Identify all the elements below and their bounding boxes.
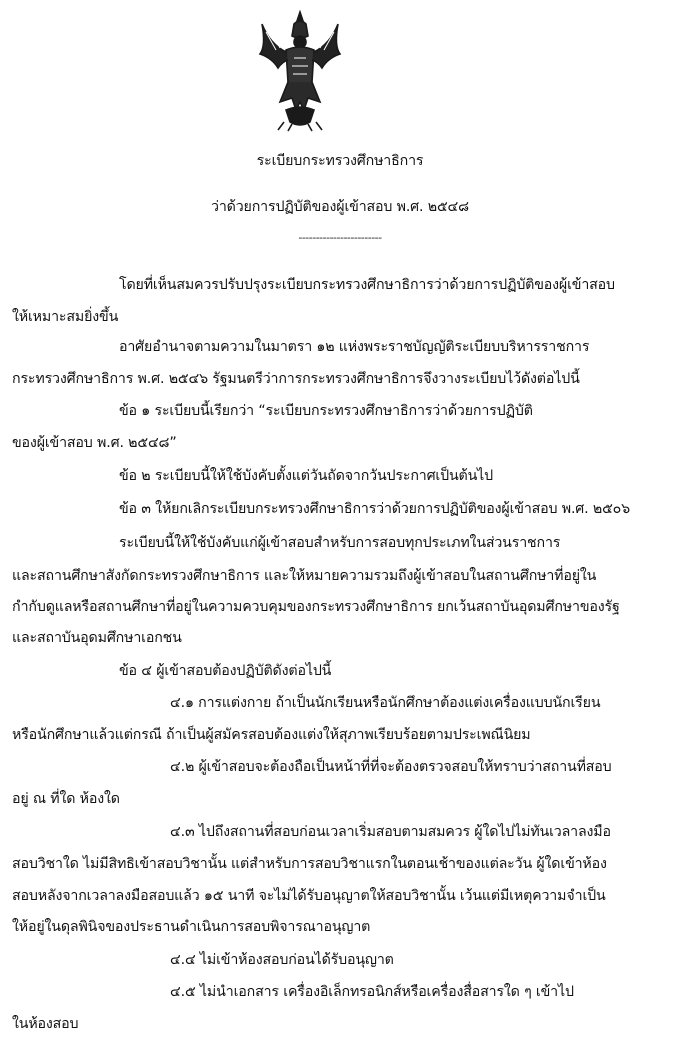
item-4-2-line: ๔.๒ ผู้เข้าสอบจะต้องถือเป็นหน้าที่ที่จะต้องตรวจสอบให้ทราบว่าสถานที่สอบ [170,759,612,775]
paragraph-line: ให้เหมาะสมยิ่งขึ้น [12,309,119,325]
item-4-4-line: ๔.๔ ไม่เข้าห้องสอบก่อนได้รับอนุญาต [170,952,394,968]
paragraph-line: กำกับดูแลหรือสถานศึกษาที่อยู่ในความควบคุมของกระทรวงศึกษาธิการ ยกเว้นสถาบันอุดมศึกษาของรัฐ [12,599,620,615]
paragraph-line: และสถานศึกษาสังกัดกระทรวงศึกษาธิการ และให้หมายความรวมถึงผู้เข้าสอบในสถานศึกษาที่อยู่ใน [12,568,597,584]
paragraph-line: ระเบียบนี้ให้ใช้บังคับแก่ผู้เข้าสอบสำหรับการสอบทุกประเภทในส่วนราชการ [119,535,561,551]
clause-1-line: ข้อ ๑ ระเบียบนี้เรียกว่า “ระเบียบกระทรวงศึกษาธิการว่าด้วยการปฏิบัติ [119,403,533,419]
item-4-5-line: ในห้องสอบ [12,1016,79,1032]
clause-4-line: ข้อ ๔ ผู้เข้าสอบต้องปฏิบัติดังต่อไปนี้ [119,663,332,679]
clause-1-line: ของผู้เข้าสอบ พ.ศ. ๒๕๔๘” [12,435,177,451]
title-divider: ------------------------ [298,231,382,244]
paragraph-line: และสถาบันอุดมศึกษาเอกชน [12,630,182,646]
garuda-emblem-icon [256,10,344,132]
paragraph-line: อาศัยอำนาจตามความในมาตรา ๑๒ แห่งพระราชบัญญัติระเบียบบริหารราชการ [119,339,590,355]
item-4-3-line: ๔.๓ ไปถึงสถานที่สอบก่อนเวลาเริ่มสอบตามสมควร ผู้ใดไปไม่ทันเวลาลงมือ [170,824,611,840]
item-4-3-line: สอบวิชาใด ไม่มีสิทธิเข้าสอบวิชานั้น แต่สำหรับการสอบวิชาแรกในตอนเช้าของแต่ละวัน ผู้ใดเข้าห้อง [12,856,607,872]
item-4-3-line: ให้อยู่ในดุลพินิจของประธานดำเนินการสอบพิจารณาอนุญาต [12,919,371,935]
paragraph-line: กระทรวงศึกษาธิการ พ.ศ. ๒๕๔๖ รัฐมนตรีว่าการกระทรวงศึกษาธิการจึงวางระเบียบไว้ดังต่อไปนี้ [12,371,580,387]
item-4-3-line: สอบหลังจากเวลาลงมือสอบแล้ว ๑๕ นาที จะไม่ได้รับอนุญาตให้สอบวิชานั้น เว้นแต่มีเหตุความจำเป็น [12,888,606,904]
item-4-2-line: อยู่ ณ ที่ใด ห้องใด [12,791,120,807]
clause-2-line: ข้อ ๒ ระเบียบนี้ให้ใช้บังคับตั้งแต่วันถัดจากวันประกาศเป็นต้นไป [119,468,493,484]
document-subtitle: ว่าด้วยการปฏิบัติของผู้เข้าสอบ พ.ศ. ๒๕๔๘ [211,199,469,215]
item-4-5-line: ๔.๕ ไม่นำเอกสาร เครื่องอิเล็กทรอนิกส์หรือเครื่องสื่อสารใด ๆ เข้าไป [170,984,574,1000]
clause-3-line: ข้อ ๓ ให้ยกเลิกระเบียบกระทรวงศึกษาธิการว่าด้วยการปฏิบัติของผู้เข้าสอบ พ.ศ. ๒๕๐๖ [119,501,631,517]
paragraph-line: โดยที่เห็นสมควรปรับปรุงระเบียบกระทรวงศึกษาธิการว่าด้วยการปฏิบัติของผู้เข้าสอบ [119,277,615,293]
item-4-1-line: ๔.๑ การแต่งกาย ถ้าเป็นนักเรียนหรือนักศึกษาต้องแต่งเครื่องแบบนักเรียน [170,695,601,711]
item-4-1-line: หรือนักศึกษาแล้วแต่กรณี ถ้าเป็นผู้สมัครสอบต้องแต่งให้สุภาพเรียบร้อยตามประเพณีนิยม [12,727,531,743]
document-title: ระเบียบกระทรวงศึกษาธิการ [256,153,424,169]
